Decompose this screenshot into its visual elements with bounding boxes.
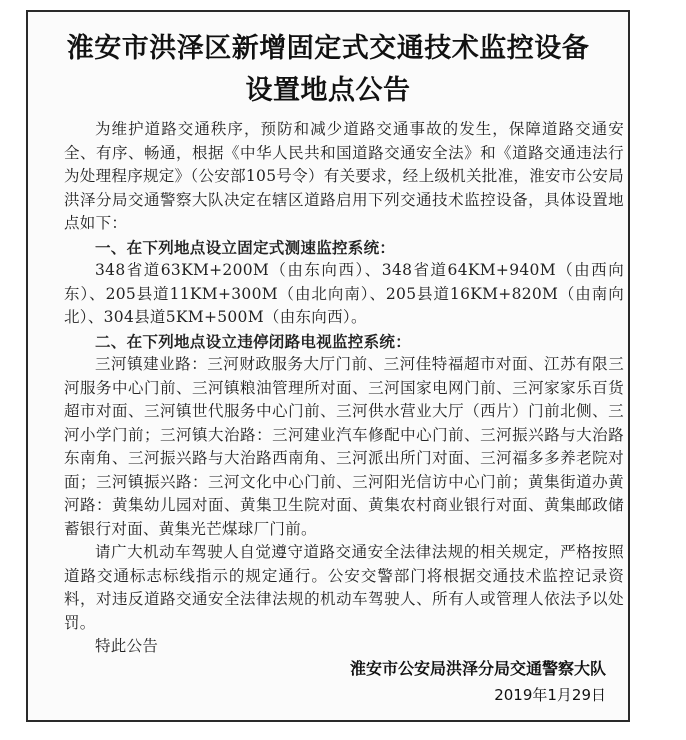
- notice-board: [26, 10, 630, 722]
- section2-content: 三河镇建业路：三河财政服务大厅门前、三河佳特福超市对面、江苏有限三河服务中心门前、三河镇粮油管理所对面、三河国家电网门前、三河家家乐百货超市对面、三河镇世代服务中心门前、三河供水营业大厅（西片）门前北侧、三河小学门前；三河镇大治路：三河建业汽车修配中心门前、三河振兴路与大治路东南角、三河振兴路与大治路西南角、三河派出所门对面、三河福多多养老院对面；三河镇振兴路：三河文化中心门前、三河阳光信访中心门前；黄集街道办黄河路：黄集幼儿园对面、黄集卫生院对面、黄集农村商业银行对面、黄集邮政储蓄银行对面、黄集光芒煤球厂门前。: [64, 355, 624, 538]
- notice-title-line1: 淮安市洪泽区新增固定式交通技术监控设备: [66, 33, 590, 64]
- notice-title-line2: 设置地点公告: [245, 75, 411, 106]
- section2-heading: 二、在下列地点设立违停闭路电视监控系统：: [95, 331, 412, 351]
- closing-paragraph: 请广大机动车驾驶人自觉遵守道路交通安全法律法规的相关规定，严格按照道路交通标志标线指示的规定通行。公安交警部门将根据交通技术监控记录资料，对违反道路交通安全法律法规的机动车驾驶人、所有人或管理人依法予以处罚。: [64, 543, 624, 632]
- signature: 淮安市公安局洪泽分局交通警察大队: [349, 659, 606, 678]
- special-notice: 特此公告: [95, 637, 159, 655]
- section1-content: 348省道63KM+200M（由东向西）、348省道64KM+940M（由西向东）、205县道11KM+300M（由北向南）、205县道16KM+820M（由南向北）、304县道5KM+500M（由东向西）。: [64, 261, 624, 326]
- notice-body: [64, 118, 624, 659]
- section1-heading: 一、在下列地点设立固定式测速监控系统：: [95, 237, 396, 257]
- intro-paragraph: 为维护道路交通秩序，预防和减少道路交通事故的发生，保障道路交通安全、有序、畅通，根据《中华人民共和国道路交通安全法》和《道路交通违法行为处理程序规定》（公安部105号令）有关要求，经上级机关批准，淮安市公安局洪泽分局交通警察大队决定在辖区道路启用下列交通技术监控设备，具体设置地点如下：: [64, 120, 624, 232]
- notice-date: 2019年1月29日: [494, 686, 606, 704]
